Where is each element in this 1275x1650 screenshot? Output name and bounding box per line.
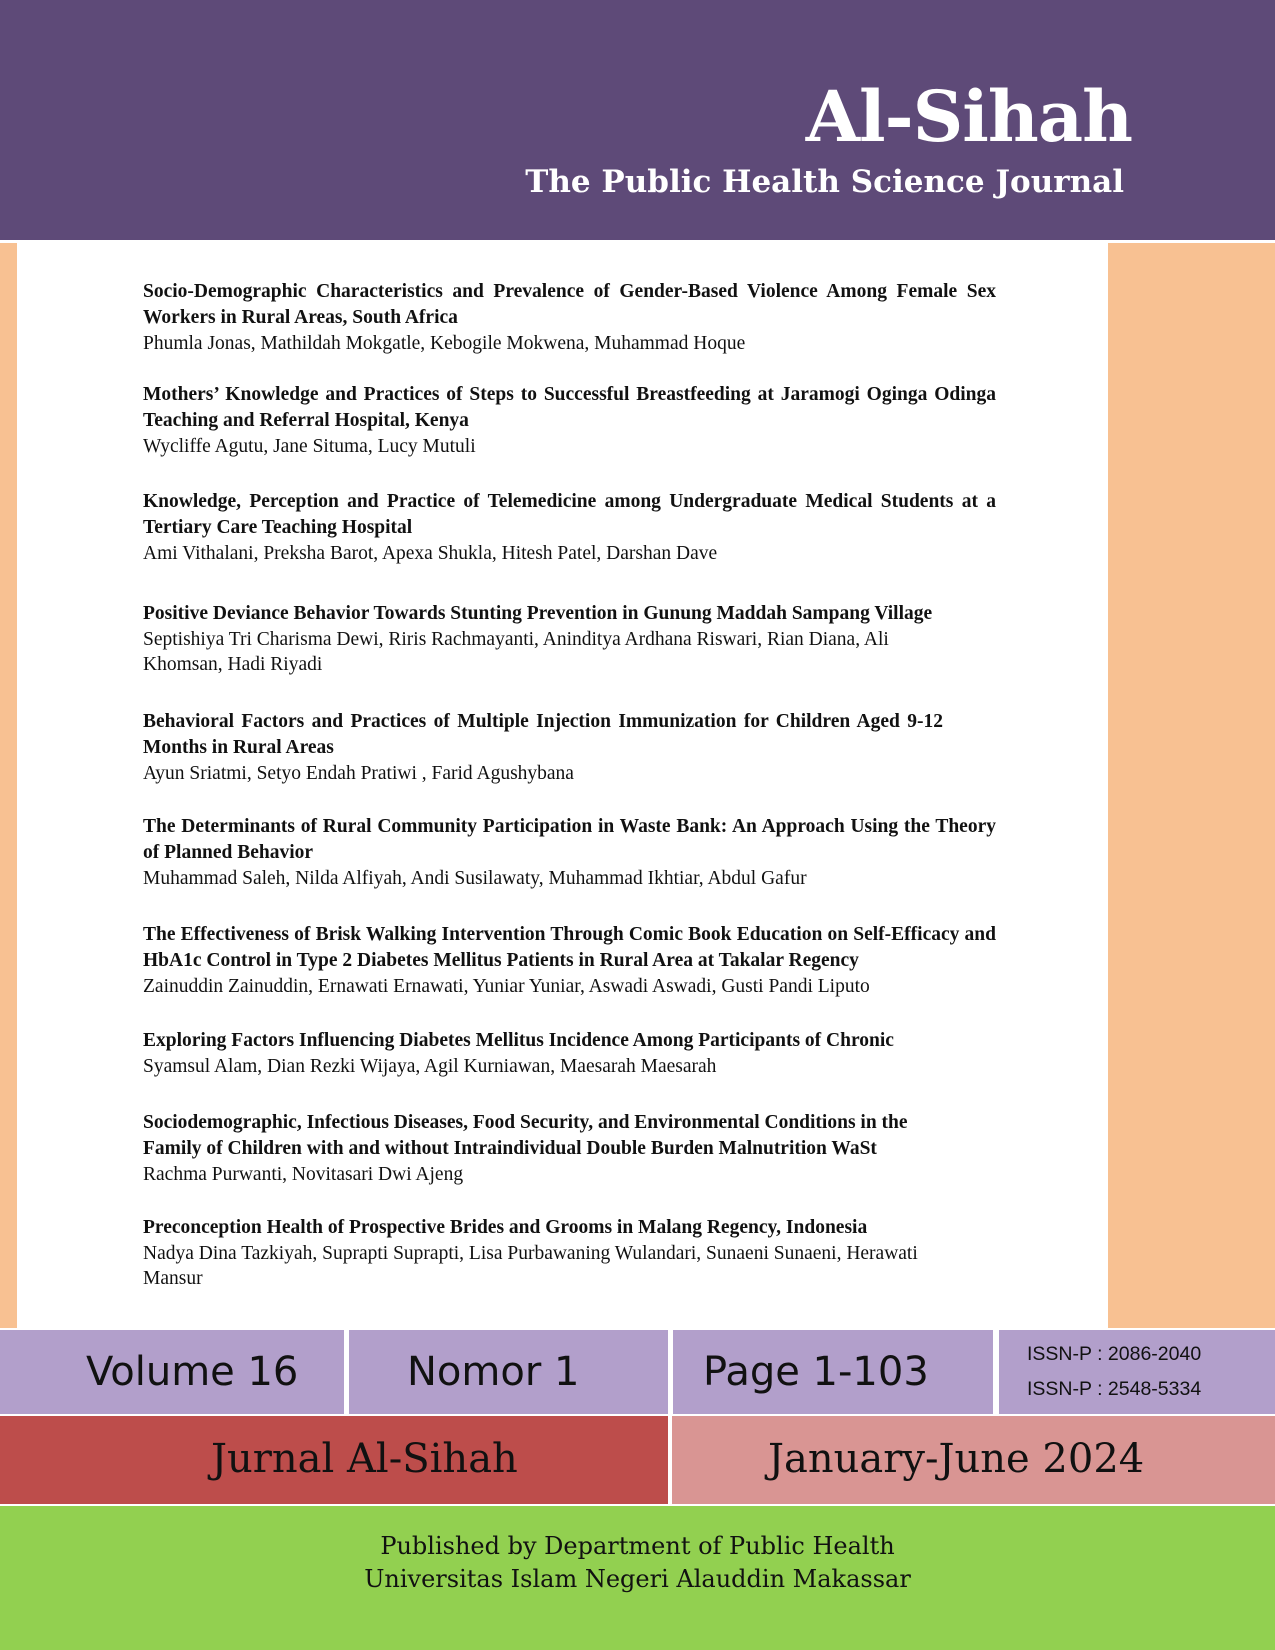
article-authors: Syamsul Alam, Dian Rezki Wijaya, Agil Kurniawan, Maesarah Maesarah xyxy=(143,1056,717,1077)
table-of-contents xyxy=(20,243,1106,1328)
number-cell xyxy=(349,1330,668,1414)
article-entry-4 xyxy=(143,601,996,677)
header-band xyxy=(0,0,1275,240)
publisher-line-1: Published by Department of Public Health xyxy=(380,1532,895,1560)
publisher-line-2: Universitas Islam Negeri Alauddin Makassar xyxy=(364,1565,911,1593)
publisher-band xyxy=(0,1506,1275,1650)
journal-label-cell xyxy=(0,1416,668,1504)
volume-label: Volume 16 xyxy=(86,1349,299,1395)
article-authors: Septishiya Tri Charisma Dewi, Riris Rachmayanti, Aninditya Ardhana Riswari, Rian Diana, Ali Khomsan, Hadi Riyadi xyxy=(143,629,889,675)
pages-label: Page 1-103 xyxy=(703,1349,929,1395)
left-side-bar xyxy=(0,243,17,1328)
period-cell xyxy=(672,1416,1275,1504)
journal-period-band xyxy=(0,1416,1275,1504)
article-authors: Wycliffe Agutu, Jane Situma, Lucy Mutuli xyxy=(143,436,476,457)
article-title: The Effectiveness of Brisk Walking Intervention Through Comic Book Education on Self-Efficacy and HbA1c Control in Type 2 Diabetes Mellitus Patients in Rural Area at Takalar Regency xyxy=(143,924,996,971)
article-entry-5 xyxy=(143,709,996,786)
article-entry-6 xyxy=(143,814,996,891)
article-entry-10 xyxy=(143,1215,996,1291)
issue-info-band xyxy=(0,1330,1275,1414)
volume-cell xyxy=(0,1330,344,1414)
article-title: Behavioral Factors and Practices of Multiple Injection Immunization for Children Aged 9-12 Months in Rural Areas xyxy=(143,711,943,758)
article-authors: Ayun Sriatmi, Setyo Endah Pratiwi , Farid Agushybana xyxy=(143,763,574,784)
period-label: January-June 2024 xyxy=(768,1436,1145,1482)
article-title: Mothers’ Knowledge and Practices of Steps to Successful Breastfeeding at Jaramogi Oginga Odinga Teaching and Referral Hospital, Kenya xyxy=(143,384,996,431)
pages-cell xyxy=(673,1330,993,1414)
article-title: Exploring Factors Influencing Diabetes Mellitus Incidence Among Participants of Chronic xyxy=(143,1030,894,1051)
article-title: The Determinants of Rural Community Participation in Waste Bank: An Approach Using the Theory of Planned Behavior xyxy=(143,816,996,863)
article-entry-3 xyxy=(143,489,996,566)
article-entry-1 xyxy=(143,279,996,356)
article-entry-8 xyxy=(143,1028,996,1079)
right-side-bar xyxy=(1108,243,1275,1328)
journal-name: Al-Sihah xyxy=(805,75,1132,158)
issn-online: ISSN-P : 2548-5334 xyxy=(1027,1378,1202,1400)
article-entry-7 xyxy=(143,922,996,999)
article-authors: Zainuddin Zainuddin, Ernawati Ernawati, Yuniar Yuniar, Aswadi Aswadi, Gusti Pandi Liputo xyxy=(143,976,870,997)
article-authors: Phumla Jonas, Mathildah Mokgatle, Kebogile Mokwena, Muhammad Hoque xyxy=(143,333,746,354)
article-entry-9 xyxy=(143,1110,996,1187)
article-title: Positive Deviance Behavior Towards Stunting Prevention in Gunung Maddah Sampang Village xyxy=(143,603,933,624)
article-entry-2 xyxy=(143,382,996,459)
article-title: Socio-Demographic Characteristics and Prevalence of Gender-Based Violence Among Female Sex Workers in Rural Areas, South Africa xyxy=(143,281,996,328)
article-authors: Nadya Dina Tazkiyah, Suprapti Suprapti, Lisa Purbawaning Wulandari, Sunaeni Sunaeni, Herawati Mansur xyxy=(143,1243,918,1289)
journal-subtitle: The Public Health Science Journal xyxy=(525,164,1124,200)
issn-print: ISSN-P : 2086-2040 xyxy=(1027,1343,1202,1365)
number-label: Nomor 1 xyxy=(407,1349,580,1395)
article-authors: Ami Vithalani, Preksha Barot, Apexa Shukla, Hitesh Patel, Darshan Dave xyxy=(143,543,718,564)
article-title: Preconception Health of Prospective Brides and Grooms in Malang Regency, Indonesia xyxy=(143,1217,868,1238)
article-title: Knowledge, Perception and Practice of Telemedicine among Undergraduate Medical Students at a Tertiary Care Teaching Hospital xyxy=(143,491,996,538)
article-authors: Muhammad Saleh, Nilda Alfiyah, Andi Susilawaty, Muhammad Ikhtiar, Abdul Gafur xyxy=(143,868,807,889)
issn-cell xyxy=(999,1330,1275,1414)
article-title: Sociodemographic, Infectious Diseases, Food Security, and Environmental Conditions in the Family of Children with and without Intraindividual Double Burden Malnutrition WaSt xyxy=(143,1112,908,1159)
journal-label: Jurnal Al-Sihah xyxy=(211,1436,518,1482)
article-authors: Rachma Purwanti, Novitasari Dwi Ajeng xyxy=(143,1164,464,1185)
